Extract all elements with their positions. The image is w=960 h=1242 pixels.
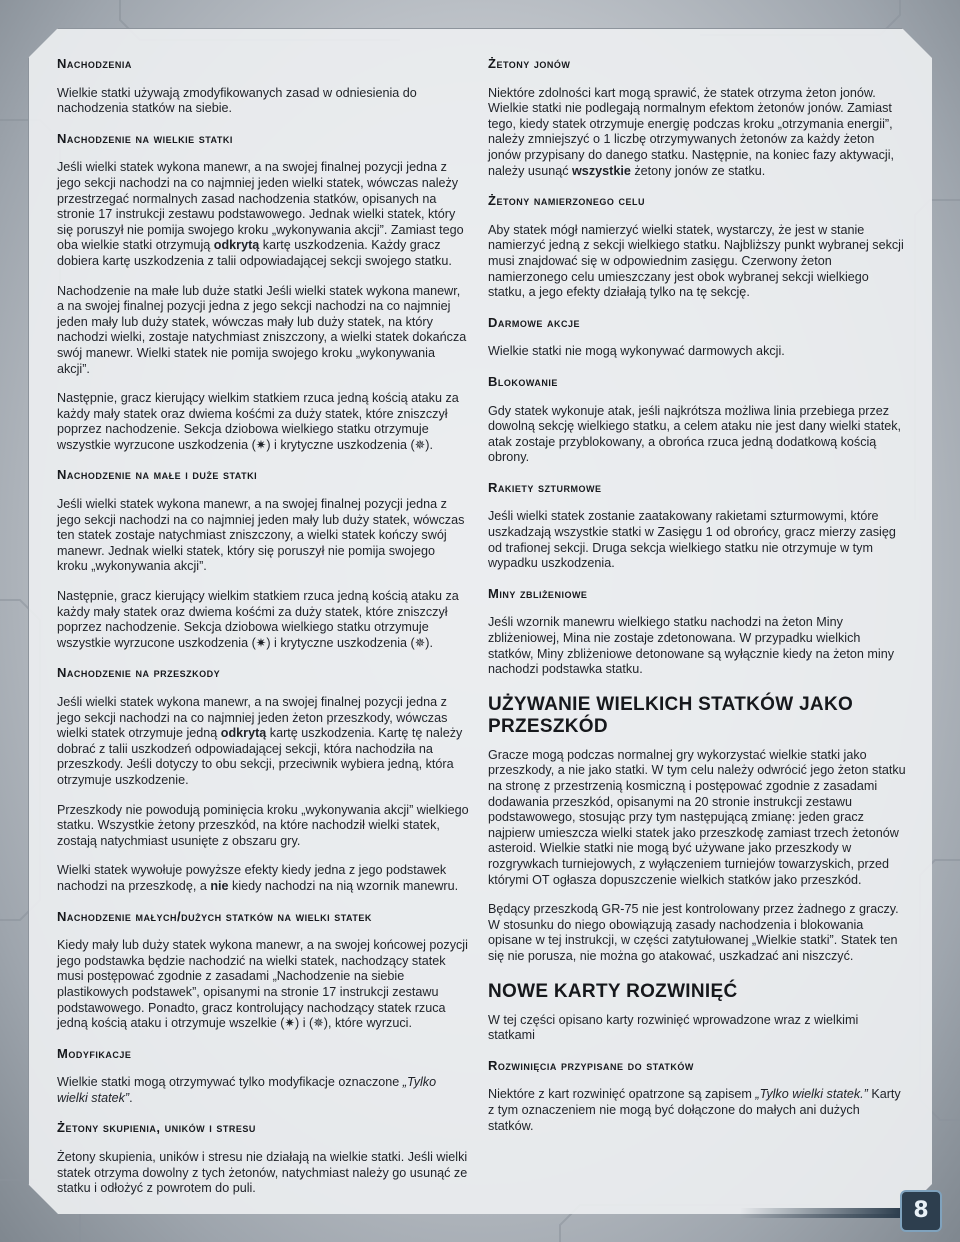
italic-text: „Tylko wielki statek” — [57, 1075, 437, 1105]
section-heading: Rakiety szturmowe — [488, 479, 602, 495]
bold-text: nie — [210, 878, 229, 893]
section-heading: Blokowanie — [488, 373, 558, 389]
section-heading: Żetony namierzonego celu — [488, 193, 646, 209]
paragraph: Jeśli wielki statek wykona manewr, a na swojej finalnej pozycji jedna z jego sekcji nachodzi na co najmniej jeden mały lub duży statek, wówczas ten statek zostaje natychmiast zniszczony, a wielki statek kończy swój manewr. Jednak wielki statek, który się poruszył nie pomija swojego kroku „wykonywania akcji”. — [57, 497, 465, 574]
paragraph: Wielkie statki używają zmodyfikowanych zasad w odniesienia do nachodzenia statków na siebie. — [57, 85, 417, 116]
right-column — [488, 48, 906, 1148]
paragraph-text: Wielki statek wywołuje powyższe efekty kiedy jedna z jego podstawek nachodzi na przeszkodę, a — [57, 863, 447, 893]
paragraph: Będący przeszkodą GR-75 nie jest kontrolowany przez żadnego z graczy. W stosunku do niego obowiązują zasady nachodzenia i blokowania opisane w tej instrukcji, w części zatytułowanej „Wielkie statki”. Statek ten się nie porusza, nie można go atakować, uszkadzać ani niszczyć. — [488, 902, 899, 963]
section-heading: Nachodzenie małych/dużych statków na wielki statek — [57, 908, 372, 924]
paragraph — [488, 86, 906, 180]
paragraph — [57, 160, 469, 269]
paragraph-text: żetony jonów ze statku. — [630, 163, 766, 178]
section-heading: Nachodzenia — [57, 56, 132, 71]
paragraph-text: Niektóre zdolności kart mogą sprawić, że statek otrzyma żeton jonów. Wielkie statki nie podlegają normalnym efektom żetonów jonów. Zamiast tego, kiedy statek otrzymuje energię podczas kroku „otrzymania energii”, należy zmniejszyć o 1 liczbę otrzymywanych żetonów za każdy żeton jonów przypisany do danego statku. Następnie, na koniec fazy aktywacji, należy usunąć — [488, 85, 895, 178]
paragraph — [57, 695, 469, 789]
section-heading: Rozwinięcia przypisane do statków — [488, 1057, 694, 1073]
paragraph — [488, 1087, 906, 1134]
paragraph: Następnie, gracz kierujący wielkim statkiem rzuca jedną kością ataku za każdy mały statek oraz dwiema kośćmi za duży statek, które zniszczył poprzez nachodzenie. Sekcja dziobowa wielkiego statku otrzymuje wszystkie wyrzucone uszkodzenia (✷) i krytyczne uszkodzenia (✵). — [57, 391, 459, 452]
section-heading: Miny zbliżeniowe — [488, 585, 588, 601]
paragraph: Nachodzenie na małe lub duże statki Jeśli wielki statek wykona manewr, a na swojej finalnej pozycji jedna z jego sekcji nachodzi na co najmniej jeden mały lub duży statek, wówczas mały lub duży statek, na który nachodzi wielki, zostaje natychmiast zniszczony, a wielki statek dokańcza swój manewr. Wielki statek nie pomija swojego kroku „wykonywania akcji”. — [57, 283, 467, 376]
bold-text: odkrytą — [220, 726, 267, 741]
left-column — [57, 48, 469, 1211]
paragraph: Jeśli wielki statek zostanie zaatakowany rakietami szturmowymi, które uszkadzają wszystkie statki w Zasięgu 1 od obrońcy, gracz mierzy zasięg od trafionej sekcji. Druga sekcja wielkiego statku nie otrzymuje w tym wypadku uszkodzenia. — [488, 509, 896, 571]
paragraph-text: . — [129, 1090, 133, 1105]
paragraph-text: kartę uszkodzenia. Każdy gracz dobiera kartę uszkodzenia z talii odpowiadającej sekcji swojego statku. — [57, 238, 452, 268]
paragraph: Następnie, gracz kierujący wielkim statkiem rzuca jedną kością ataku za każdy mały statek oraz dwiema kośćmi za duży statek, które zniszczył poprzez nachodzenie. Sekcja dziobowa wielkiego statku otrzymuje wszystkie wyrzucone uszkodzenia (✷) i krytyczne uszkodzenia (✵). — [57, 589, 459, 650]
bold-text: odkrytą — [213, 238, 260, 253]
section-heading: Żetony jonów — [488, 56, 571, 71]
bold-text: wszystkie — [572, 163, 631, 178]
paragraph: Aby statek mógł namierzyć wielki statek, wystarczy, że jest w stanie namierzyć jedną z sekcji wielkiego statku. Najbliższy punkt wybranej sekcji musi znajdować się w odpowiednim zasięgu. Czerwony żeton namierzonego celu umieszczany jest obok wybranej sekcji wielkiego statku, a jego efekty działają tylko na tę sekcję. — [488, 222, 904, 300]
paragraph: Jeśli wzornik manewru wielkiego statku nachodzi na żeton Miny zbliżeniowej, Mina nie zostaje zdetonowana. W przypadku wielkich statków, Miny zbliżeniowe detonowane są wyłącznie kiedy na żeton miny nachodzi podstawka statku. — [488, 615, 895, 677]
paragraph-text: kiedy nachodzi na nią wzornik manewru. — [228, 878, 459, 893]
paragraph: Gracze mogą podczas normalnej gry wykorzystać wielkie statki jako przeszkody, a nie jako statki. W tym celu należy odwrócić jego żeton statku na stronę z przestrzenią kosmiczną i postępować zgodnie z zasadami dodawania przeszkód, opisanymi na 20 stronie instrukcji zestawu podstawowego, stosując przy tym następującą zmianę: jeden gracz najpierw umieszcza wielki statek jako przeszkodę zamiast trzech żetonów asteroid. Wielkie statki nie mogą być używane jako przeszkody w rozgrywkach turniejowych, z wyłączeniem turniejów towarzyskich, przed którymi OT ogłasza dopuszczenie wielkich statków jako przeszkód. — [488, 747, 906, 887]
paragraph: W tej części opisano karty rozwinięć wprowadzone wraz z wielkimi statkami — [488, 1012, 859, 1043]
paragraph — [57, 863, 469, 894]
page-number: 8 — [900, 1190, 942, 1232]
section-heading: Żetony skupienia, uników i stresu — [57, 1120, 256, 1136]
paragraph: Przeszkody nie powodują pominięcia kroku „wykonywania akcji” wielkiego statku. Wszystkie żetony przeszkód, na które nachodził wielki statek, zostają natychmiast usunięte z obszaru gry. — [57, 802, 469, 848]
paragraph-text: Jeśli wielki statek wykona manewr, a na swojej finalnej pozycji jedna z jego sekcji nachodzi na co najmniej jeden wielki statek, wówczas należy przestrzegać normalnych zasad nachodzenia statków, opisanych na stronie 17 instrukcji zestawu podstawowego. Jednak wielki statek, który się poruszył nie pomija swojego kroku „wykonywania akcji”. Zamiast tego oba wielkie statki otrzymują — [57, 160, 464, 253]
paragraph: Kiedy mały lub duży statek wykona manewr, a na swojej końcowej pozycji jego podstawka będzie nachodzić na wielki statek, nachodzący statek musi postępować zgodnie z zasadami „Nachodzenie na siebie plastikowych podstawek”, opisanymi na stronie 17 instrukcji zestawu podstawowego. Ponadto, gracz kontrolujący nachodzący statek rzuca jedną kością ataku i otrzymuje wszelkie (✷) i (✵), które wyrzuci. — [57, 938, 468, 1031]
section-heading: Nachodzenie na małe i duże statki — [57, 467, 258, 483]
chapter-heading: NOWE KARTY ROZWINIĘĆ — [488, 980, 738, 1002]
section-heading: Nachodzenie na wielkie statki — [57, 130, 233, 146]
paragraph: Gdy statek wykonuje atak, jeśli najkrótsza możliwa linia przebiega przez dowolną sekcję wielkiego statku, a celem ataku nie jest dany wielki statek, atak zostaje przyblokowany, a obrońca rzuca jedną dodatkową kością obrony. — [488, 403, 902, 465]
italic-text: „Tylko wielki statek.” — [755, 1087, 868, 1102]
paragraph-text: kartę uszkodzenia. Kartę tę należy dobrać z talii uszkodzeń odpowiadającej sekcji, która nachodziła na przeszkody. Jeśli dotyczy to obu sekcji, przeciwnik wybiera jedną, która otrzymuje uszkodzenie. — [57, 726, 463, 787]
chapter-heading: UŻYWANIE WIELKICH STATKÓW JAKO PRZESZKÓD — [488, 693, 854, 737]
section-heading: Modyfikacje — [57, 1045, 132, 1061]
paragraph-text: Niektóre z kart rozwinięć opatrzone są zapisem — [488, 1087, 756, 1102]
section-heading: Nachodzenie na przeszkody — [57, 665, 221, 681]
paragraph-text: Wielkie statki mogą otrzymywać tylko modyfikacje oznaczone — [57, 1075, 403, 1090]
section-heading: Darmowe akcje — [488, 314, 581, 330]
page-number-bar — [740, 1208, 900, 1218]
paragraph-text: Karty z tym oznaczeniem nie mogą być dołączone do małych ani dużych statków. — [488, 1087, 901, 1133]
paragraph: Wielkie statki nie mogą wykonywać darmowych akcji. — [488, 344, 785, 359]
paragraph: Żetony skupienia, uników i stresu nie działają na wielkie statki. Jeśli wielki statek otrzyma dowolny z tych żetonów, natychmiast należy go usunąć ze statku i odłożyć z powrotem do puli. — [57, 1150, 468, 1196]
paragraph — [57, 1075, 469, 1106]
paragraph-text: Jeśli wielki statek wykona manewr, a na swojej finalnej pozycji jedna z jego sekcji nachodzi na co najmniej jeden żeton przeszkody, wówczas wielki statek otrzymuje jedną — [57, 695, 448, 741]
